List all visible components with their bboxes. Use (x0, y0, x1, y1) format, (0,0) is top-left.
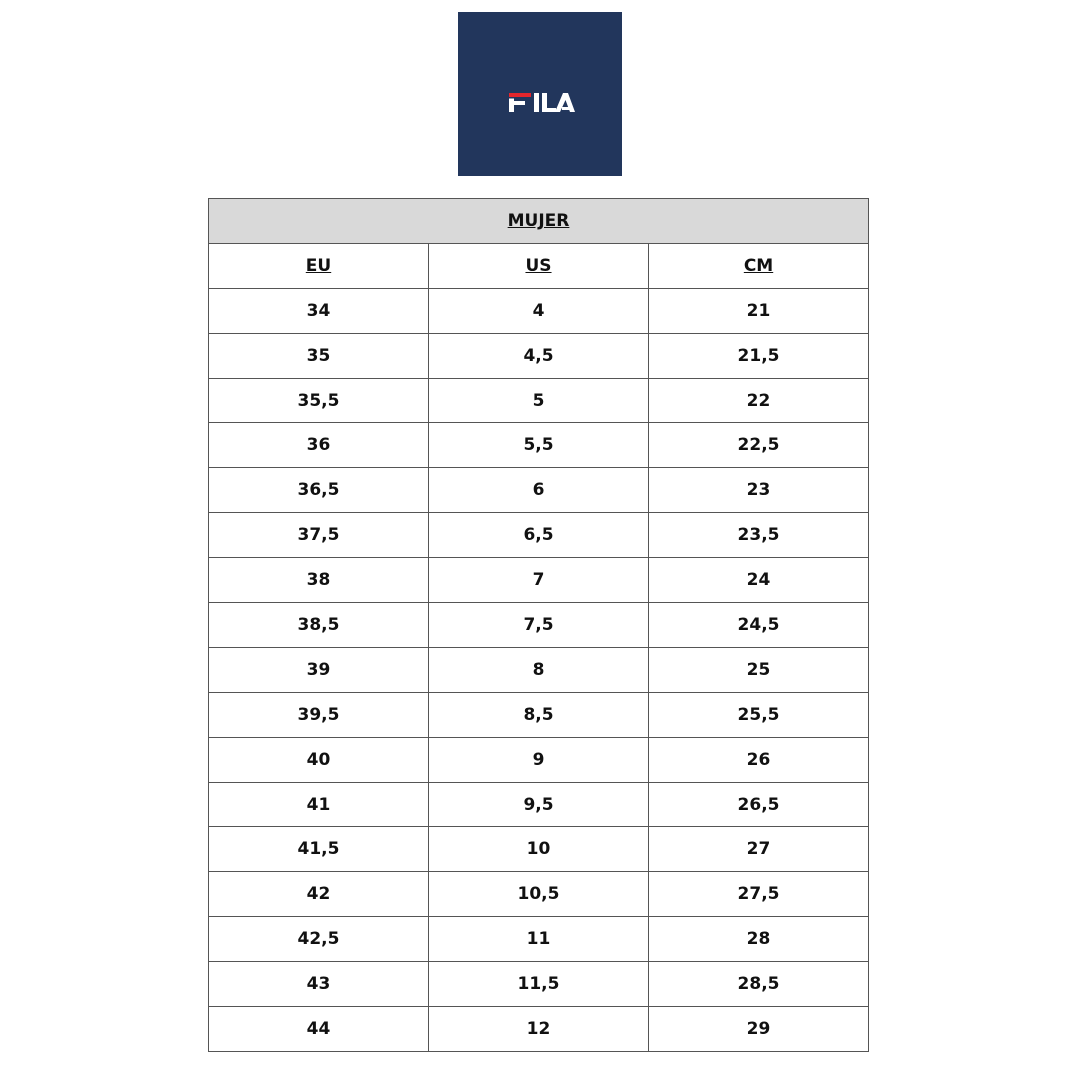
table-row (209, 423, 869, 468)
table-row (209, 558, 869, 603)
cell-eu: 41,5 (209, 827, 429, 872)
cell-eu: 39,5 (209, 692, 429, 737)
table-row (209, 872, 869, 917)
cell-eu: 44 (209, 1007, 429, 1052)
table-header-row (209, 243, 869, 288)
cell-eu: 34 (209, 288, 429, 333)
cell-eu: 43 (209, 962, 429, 1007)
table-row (209, 647, 869, 692)
table-row (209, 468, 869, 513)
cell-us: 6,5 (429, 513, 649, 558)
column-header-us: US (429, 243, 649, 288)
table-row (209, 692, 869, 737)
table-row (209, 603, 869, 648)
cell-us: 7 (429, 558, 649, 603)
cell-cm: 24,5 (649, 603, 869, 648)
cell-us: 11,5 (429, 962, 649, 1007)
cell-eu: 42 (209, 872, 429, 917)
column-header-eu: EU (209, 243, 429, 288)
cell-cm: 23 (649, 468, 869, 513)
cell-us: 5 (429, 378, 649, 423)
size-chart-table (208, 198, 869, 1052)
cell-cm: 22,5 (649, 423, 869, 468)
cell-us: 8 (429, 647, 649, 692)
cell-eu: 35 (209, 333, 429, 378)
cell-eu: 38,5 (209, 603, 429, 648)
cell-cm: 25,5 (649, 692, 869, 737)
table-row (209, 737, 869, 782)
table-row (209, 288, 869, 333)
cell-us: 12 (429, 1007, 649, 1052)
cell-eu: 38 (209, 558, 429, 603)
cell-us: 6 (429, 468, 649, 513)
cell-cm: 23,5 (649, 513, 869, 558)
table-title-row (209, 199, 869, 244)
table-row (209, 513, 869, 558)
cell-cm: 28,5 (649, 962, 869, 1007)
cell-us: 10 (429, 827, 649, 872)
cell-cm: 27 (649, 827, 869, 872)
table-body (209, 288, 869, 1051)
cell-us: 4 (429, 288, 649, 333)
cell-eu: 37,5 (209, 513, 429, 558)
cell-us: 11 (429, 917, 649, 962)
cell-us: 9,5 (429, 782, 649, 827)
cell-eu: 35,5 (209, 378, 429, 423)
cell-cm: 26,5 (649, 782, 869, 827)
cell-cm: 25 (649, 647, 869, 692)
cell-us: 7,5 (429, 603, 649, 648)
cell-us: 5,5 (429, 423, 649, 468)
cell-cm: 26 (649, 737, 869, 782)
column-header-cm: CM (649, 243, 869, 288)
cell-eu: 36,5 (209, 468, 429, 513)
cell-cm: 21,5 (649, 333, 869, 378)
table-row (209, 378, 869, 423)
cell-cm: 27,5 (649, 872, 869, 917)
cell-eu: 42,5 (209, 917, 429, 962)
cell-us: 10,5 (429, 872, 649, 917)
cell-eu: 40 (209, 737, 429, 782)
cell-eu: 39 (209, 647, 429, 692)
cell-cm: 24 (649, 558, 869, 603)
cell-cm: 22 (649, 378, 869, 423)
brand-logo (458, 12, 622, 176)
cell-cm: 28 (649, 917, 869, 962)
cell-eu: 36 (209, 423, 429, 468)
cell-us: 9 (429, 737, 649, 782)
cell-us: 8,5 (429, 692, 649, 737)
cell-us: 4,5 (429, 333, 649, 378)
table-row (209, 962, 869, 1007)
cell-cm: 29 (649, 1007, 869, 1052)
fila-logo-icon (458, 12, 622, 176)
table-row (209, 333, 869, 378)
table-row (209, 782, 869, 827)
cell-eu: 41 (209, 782, 429, 827)
cell-cm: 21 (649, 288, 869, 333)
table-row (209, 1007, 869, 1052)
table-row (209, 917, 869, 962)
table-title: MUJER (209, 199, 869, 244)
table-row (209, 827, 869, 872)
